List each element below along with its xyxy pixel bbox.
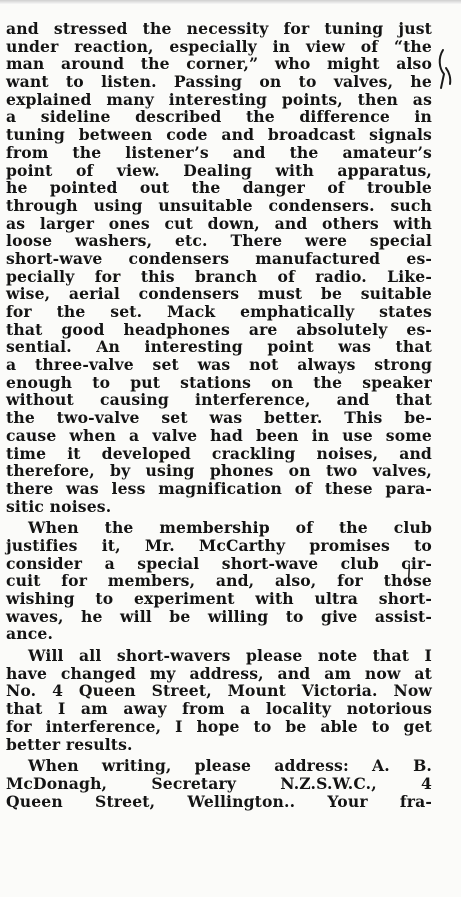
text-line: cause when a valve had been in use some [6,425,432,445]
paragraph-3 [6,647,432,753]
text-line: wise, aerial condensers must be suitable [6,284,432,304]
ink-smudge-mark [404,562,414,584]
text-line: through using unsuitable condensers. such [6,195,432,215]
text-line: better results. [6,734,133,754]
paragraph-1 [6,20,432,515]
text-line: When writing, please address: A. B. [28,756,432,776]
text-line: Queen Street, Wellington.. Your fra- [6,791,432,811]
text-line: he pointed out the danger of trouble [6,178,432,198]
text-line: that good headphones are absolutely es- [6,319,432,339]
text-line: want to listen. Passing on to valves, he [6,72,432,92]
text-line: wishing to experiment with ultra short- [6,589,432,608]
text-line: loose washers, etc. There were special [6,231,432,251]
text-line: man around the corner,” who might also [6,54,432,74]
text-line: sitic noises. [6,496,112,516]
paragraph-2 [6,519,432,643]
text-line: explained many interesting points, then as [6,89,432,109]
text-line: ance. [6,624,54,644]
text-line: enough to put stations on the speaker [6,372,432,392]
text-line: for the set. Mack emphatically states [6,302,432,321]
text-line: that I am away from a locality notorious [6,699,432,719]
text-line: Will all short-wavers please note that I [28,646,432,666]
text-line: McDonagh, Secretary N.Z.S.W.C., 4 [6,773,432,793]
text-line: time it developed crackling noises, and [6,443,432,463]
text-line: there was less magnification of these para- [6,478,432,498]
text-line: a three-valve set was not always strong [6,355,432,375]
text-line: and stressed the necessity for tuning just [6,19,432,38]
text-line: for interference, I hope to be able to get [6,716,432,736]
article-column [6,20,432,810]
paragraph-4 [6,757,432,810]
text-line: the two-valve set was better. This be- [6,408,432,428]
text-line: therefore, by using phones on two valves, [6,461,432,481]
text-line: tuning between code and broadcast signals [6,125,432,145]
text-line: from the listener’s and the amateur’s [6,142,432,162]
text-line: without causing interference, and that [6,390,432,410]
text-line: No. 4 Queen Street, Mount Victoria. Now [6,681,432,701]
text-line: sential. An interesting point was that [6,337,432,357]
text-line: a sideline described the difference in [6,107,432,127]
text-line: waves, he will be willing to give assist- [6,606,432,626]
top-rule [0,0,461,4]
text-line: have changed my address, and am now at [6,663,432,683]
text-line: consider a special short-wave club cir- [6,553,432,573]
text-line: short-wave condensers manufactured es- [6,248,432,268]
text-line: When the membership of the club [28,518,432,538]
text-line: as larger ones cut down, and others with [6,213,432,233]
text-line: pecially for this branch of radio. Like- [6,266,432,286]
text-line: justifies it, Mr. McCarthy promises to [6,535,432,555]
text-line: point of view. Dealing with apparatus, [6,160,432,180]
ink-smudge-mark [434,48,456,92]
text-line: under reaction, especially in view of “the [6,36,432,56]
text-line: cuit for members, and, also, for those [6,571,432,591]
